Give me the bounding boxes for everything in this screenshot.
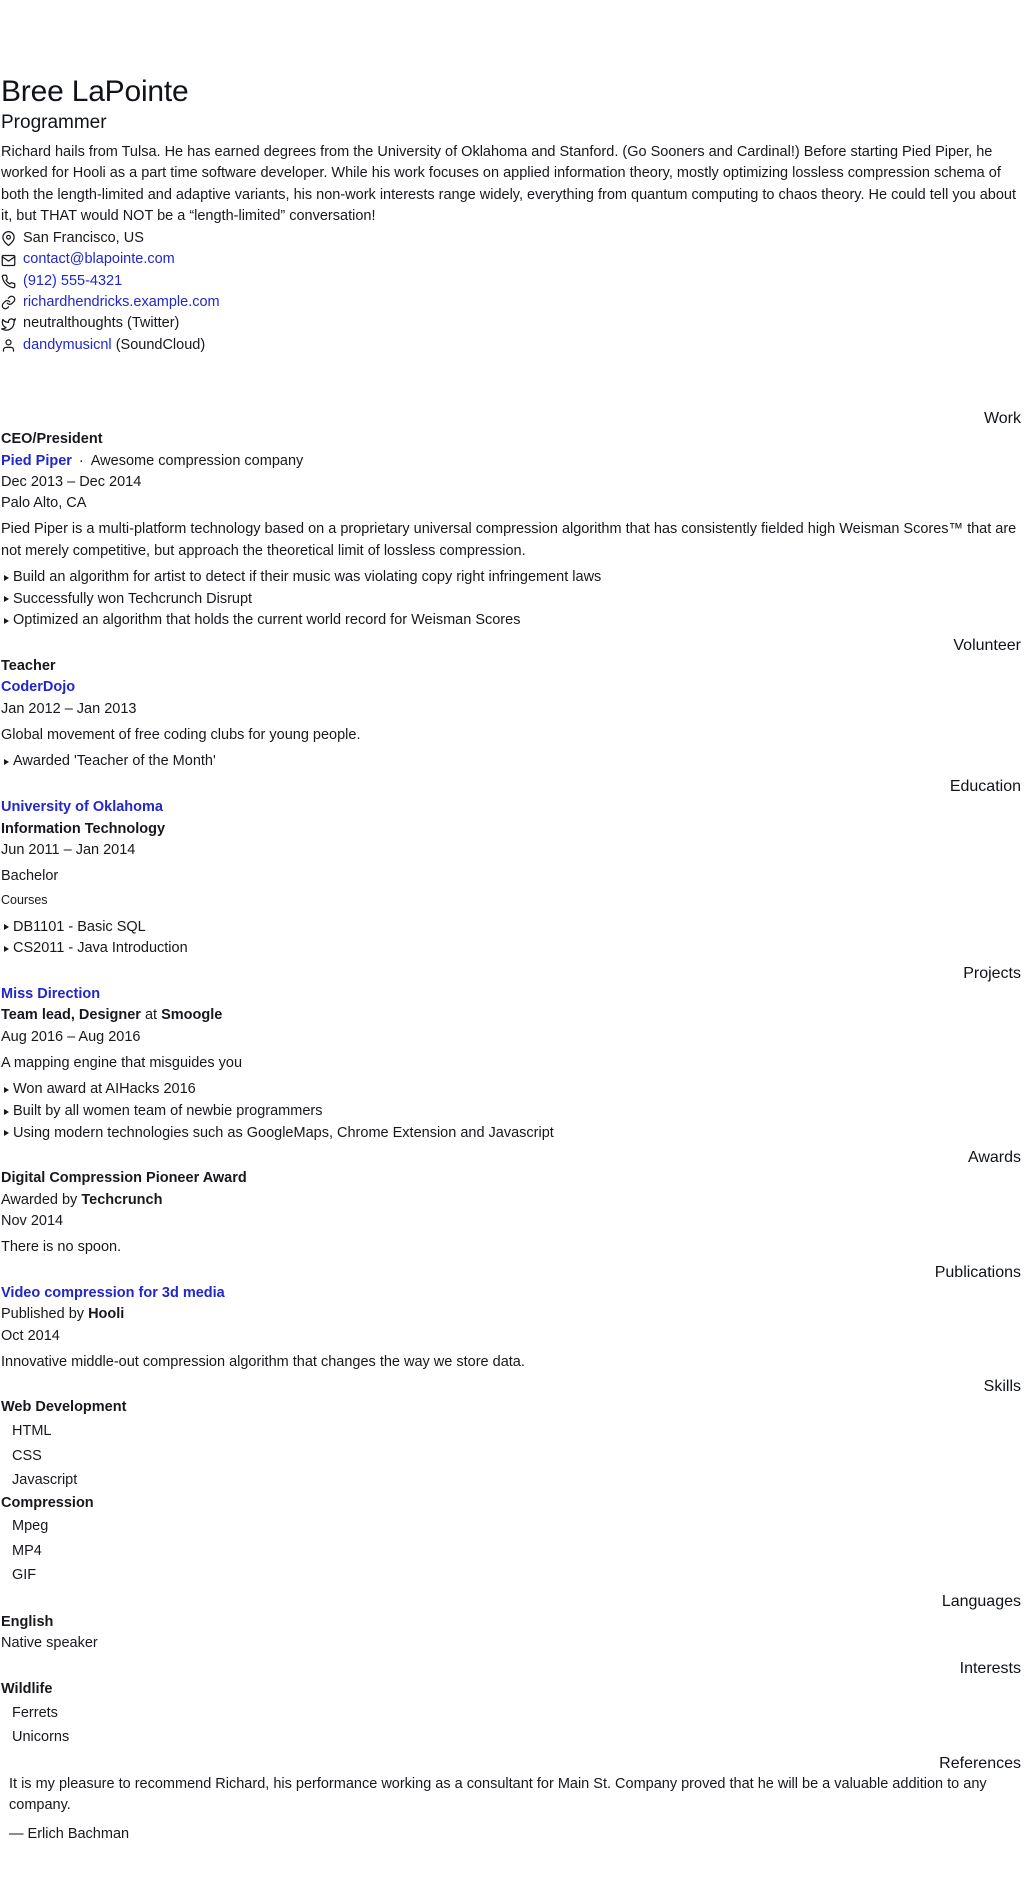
section-awards <box>1 1147 1021 1258</box>
skill-group-name: Web Development <box>1 1399 127 1416</box>
skill-group-name: Compression <box>1 1494 94 1511</box>
publication-date: Oct 2014 <box>1 1327 60 1344</box>
contact-phone <box>1 271 1021 292</box>
volunteer-position: Teacher <box>1 658 56 675</box>
work-company-link[interactable]: Pied Piper <box>1 452 72 469</box>
contact-website <box>1 292 1021 313</box>
publication-name-line <box>1 1283 1021 1304</box>
published-by-label: Published by <box>1 1306 85 1323</box>
skill-keyword: HTML <box>12 1423 52 1439</box>
education-area: Information Technology <box>1 820 166 837</box>
section-heading-skills: Skills <box>983 1378 1021 1396</box>
section-heading-references: References <box>939 1754 1021 1772</box>
education-courses <box>1 917 1021 960</box>
section-heading-projects: Projects <box>963 964 1021 982</box>
section-heading-education: Education <box>949 777 1021 795</box>
contact-soundcloud <box>1 335 1021 356</box>
person-job-title: Programmer <box>1 112 107 133</box>
section-heading-languages: Languages <box>941 1592 1021 1610</box>
person-name: Bree LaPointe <box>1 75 189 108</box>
skill-keyword: Mpeg <box>12 1518 49 1535</box>
work-summary: Pied Piper is a multi-platform technology based on a proprietary universal compression algorithm that has consistently fielded high Weisman Scores™ that are not merely competitive, but approach the theoretical limit of lossless compression. <box>1 521 1017 559</box>
volunteer-dates: Jan 2012 – Jan 2013 <box>1 700 137 717</box>
publication-name-link[interactable]: Video compression for 3d media <box>1 1284 225 1301</box>
section-heading-awards: Awards <box>967 1149 1021 1167</box>
language-fluency: Native speaker <box>1 1635 98 1652</box>
education-study-type: Bachelor <box>1 868 59 885</box>
twitter-text: neutralthoughts (Twitter) <box>23 315 180 332</box>
phone-icon <box>1 274 16 289</box>
email-link[interactable]: contact@blapointe.com <box>23 251 175 268</box>
soundcloud-text <box>23 335 205 356</box>
award-date: Nov 2014 <box>1 1213 64 1230</box>
section-work <box>1 408 1021 632</box>
reference-quote: It is my pleasure to recommend Richard, his performance working as a consultant for Main St. Company proved that he will be a valuable addition to any company. <box>9 1775 987 1814</box>
project-name-line <box>1 984 1021 1005</box>
section-heading-volunteer: Volunteer <box>953 636 1021 654</box>
section-volunteer <box>1 635 1021 773</box>
course-item: DB1101 - Basic SQL <box>1 917 1021 939</box>
section-languages <box>1 1591 1021 1655</box>
award-awarder: Techcrunch <box>81 1191 163 1208</box>
volunteer-summary: Global movement of free coding clubs for young people. <box>1 727 361 744</box>
section-heading-interests: Interests <box>959 1659 1021 1677</box>
contact-location <box>1 228 1021 249</box>
mail-icon <box>1 253 16 268</box>
work-position: CEO/President <box>1 431 103 448</box>
work-company-line <box>1 451 1021 472</box>
contact-twitter <box>1 313 1021 334</box>
user-icon <box>1 338 16 353</box>
highlight-item: Optimized an algorithm that holds the current world record for Weisman Scores <box>1 610 1021 632</box>
section-interests <box>1 1658 1021 1750</box>
project-roles-line <box>1 1005 1021 1026</box>
section-education <box>1 776 1021 960</box>
project-at-word: at <box>144 1007 158 1024</box>
section-heading-work: Work <box>983 409 1021 427</box>
award-summary: There is no spoon. <box>1 1239 122 1256</box>
volunteer-organization-link[interactable]: CoderDojo <box>1 679 76 696</box>
publication-publisher: Hooli <box>88 1306 125 1323</box>
skill-keyword: MP4 <box>12 1542 42 1559</box>
contact-email <box>1 249 1021 270</box>
project-description: A mapping engine that misguides you <box>1 1055 243 1072</box>
highlight-item: Won award at AIHacks 2016 <box>1 1079 1021 1101</box>
work-highlights <box>1 567 1021 632</box>
masthead <box>1 74 1021 356</box>
interest-name: Wildlife <box>1 1681 53 1698</box>
website-link[interactable]: richardhendricks.example.com <box>23 294 220 311</box>
map-pin-icon <box>1 231 16 246</box>
courses-label: Courses <box>1 893 48 908</box>
contact-list <box>1 228 1021 356</box>
skill-keyword: CSS <box>12 1447 42 1464</box>
project-dates: Aug 2016 – Aug 2016 <box>1 1028 141 1045</box>
education-institution-line <box>1 797 1021 818</box>
highlight-item: Awarded 'Teacher of the Month' <box>1 751 1021 773</box>
language-name: English <box>1 1613 54 1630</box>
dot-separator: · <box>78 452 84 469</box>
section-publications <box>1 1262 1021 1373</box>
education-institution-link[interactable]: University of Oklahoma <box>1 799 163 816</box>
highlight-item: Successfully won Techcrunch Disrupt <box>1 589 1021 611</box>
publication-summary: Innovative middle-out compression algorithm that changes the way we store data. <box>1 1353 525 1370</box>
interest-keyword: Ferrets <box>12 1704 58 1721</box>
award-awarder-line <box>1 1190 1021 1211</box>
project-highlights <box>1 1079 1021 1144</box>
education-dates: Jun 2011 – Jan 2014 <box>1 841 136 858</box>
soundcloud-link[interactable]: dandymusicnl <box>23 336 112 353</box>
project-name-link[interactable]: Miss Direction <box>1 986 101 1003</box>
section-skills <box>1 1376 1021 1587</box>
project-entity: Smoogle <box>161 1007 223 1024</box>
section-projects <box>1 963 1021 1144</box>
highlight-item: Build an algorithm for artist to detect if their music was violating copy right infringement laws <box>1 567 1021 589</box>
section-references <box>1 1753 1021 1845</box>
awarded-by-label: Awarded by <box>1 1191 78 1208</box>
interest-keyword: Unicorns <box>12 1729 70 1746</box>
location-text: San Francisco, US <box>23 230 144 247</box>
highlight-item: Built by all women team of newbie programmers <box>1 1101 1021 1123</box>
work-location: Palo Alto, CA <box>1 495 87 512</box>
work-company-tagline: Awesome compression company <box>90 452 304 469</box>
twitter-icon <box>1 317 16 332</box>
volunteer-organization-line <box>1 677 1021 698</box>
reference-attribution: — Erlich Bachman <box>9 1825 130 1842</box>
highlight-item: Using modern technologies such as GoogleMaps, Chrome Extension and Javascript <box>1 1123 1021 1145</box>
award-title: Digital Compression Pioneer Award <box>1 1170 247 1187</box>
course-item: CS2011 - Java Introduction <box>1 938 1021 960</box>
publication-publisher-line <box>1 1304 1021 1325</box>
phone-link[interactable]: (912) 555-4321 <box>23 272 123 289</box>
link-icon <box>1 295 16 310</box>
person-summary: Richard hails from Tulsa. He has earned degrees from the University of Oklahoma and Stanford. (Go Sooners and Cardinal!) Before starting Pied Piper, he worked for Hooli as a part time software developer. While his work focuses on applied information theory, mostly optimizing lossless compression schema of both the length-limited and adaptive variants, his non-work interests range widely, everything from quantum computing to chaos theory. He could tell you about it, but THAT would NOT be a “length-limited” conversation! <box>1 144 1017 224</box>
skill-keyword: Javascript <box>12 1472 78 1488</box>
section-heading-publications: Publications <box>934 1263 1021 1281</box>
work-dates: Dec 2013 – Dec 2014 <box>1 473 142 490</box>
skill-keyword: GIF <box>12 1567 37 1584</box>
project-roles: Team lead, Designer <box>1 1007 141 1024</box>
soundcloud-suffix: (SoundCloud) <box>111 336 206 353</box>
volunteer-highlights <box>1 751 1021 773</box>
